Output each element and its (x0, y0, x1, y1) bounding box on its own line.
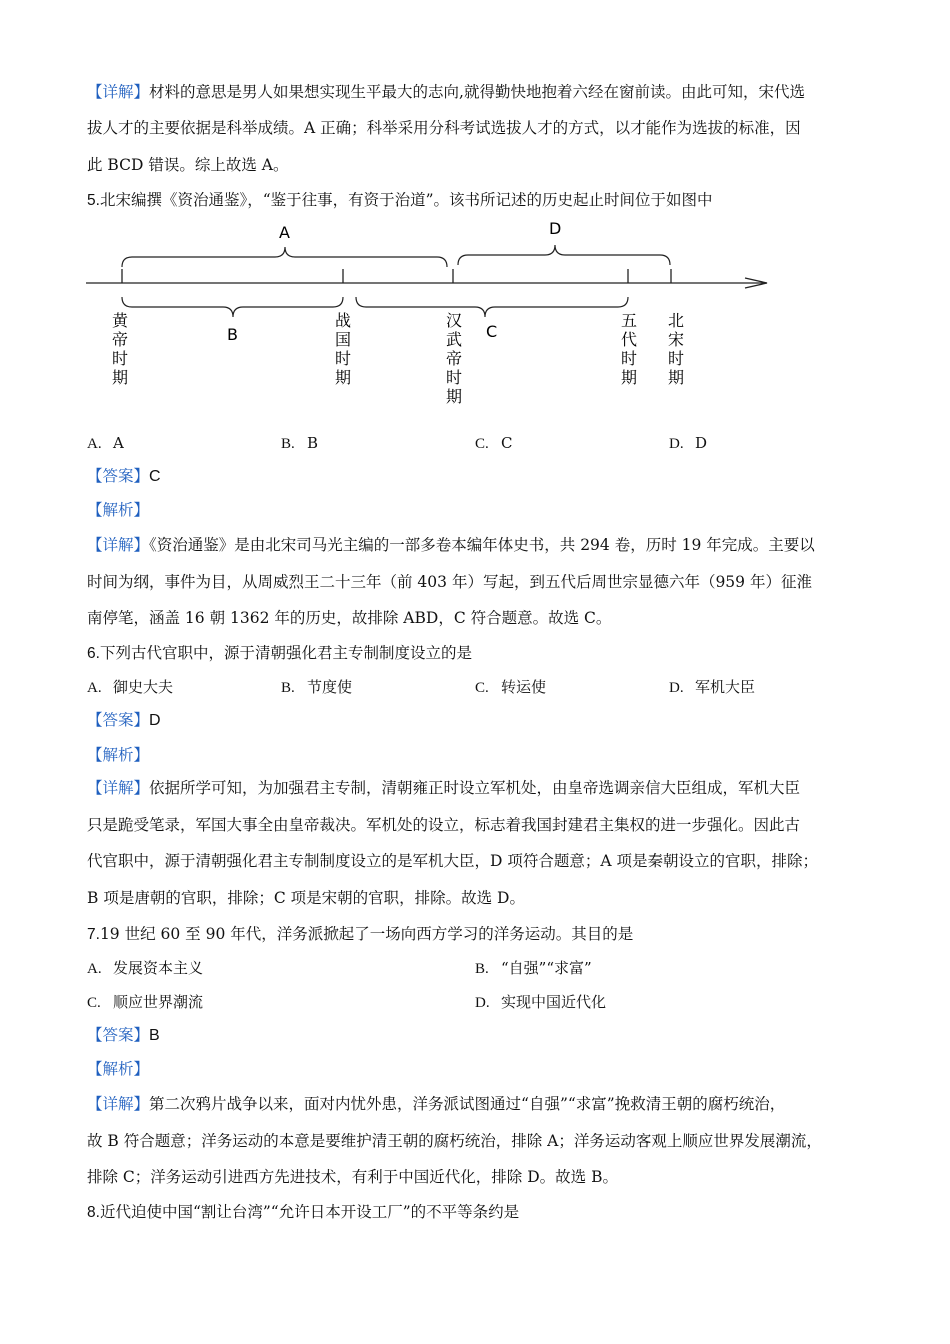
option-text: 顺应世界潮流 (113, 993, 204, 1011)
option-text: B (307, 434, 319, 452)
answer-value: B (149, 1027, 160, 1044)
q5-option-d[interactable] (669, 433, 707, 454)
answer-value: D (149, 712, 161, 729)
option-letter: D. (475, 995, 490, 1011)
q7-detail-line: 故 B 符合题意；洋务运动的本意是要维护清王朝的腐朽统治，排除 A；洋务运动客观上顺应世界发展潮流， (87, 1132, 822, 1150)
option-letter: B. (281, 436, 295, 452)
option-text: 节度使 (307, 678, 353, 696)
bracket-label-c: C (486, 322, 498, 341)
question-number: 6. (87, 645, 100, 662)
option-text: 御史大夫 (113, 678, 174, 696)
detail-tag: 【详解】 (87, 83, 150, 101)
q8-stem (87, 1202, 519, 1223)
option-letter: A. (87, 436, 102, 452)
q6-detail-line (87, 778, 800, 798)
q6-option-a[interactable] (87, 677, 173, 698)
q7-option-d[interactable] (475, 992, 606, 1013)
detail-tag: 【详解】 (87, 536, 150, 554)
answer-value: C (149, 468, 161, 485)
q7-detail-line: 排除 C；洋务运动引进西方先进技术，有利于中国近代化，排除 D。故选 B。 (87, 1168, 618, 1186)
q7-option-a[interactable] (87, 958, 203, 979)
bracket-c (356, 297, 628, 317)
q6-stem (87, 643, 472, 664)
q5-stem (87, 190, 713, 211)
option-letter: B. (475, 961, 489, 977)
detail-text: 第二次鸦片战争以来，面对内忧外患，洋务派试图通过“自强”“求富”挽救清王朝的腐朽统治， (149, 1095, 786, 1113)
period-beisong: 北宋时期 (668, 311, 685, 387)
option-text: “自强”“求富” (501, 959, 592, 977)
period-huangdi: 黄帝时期 (112, 311, 129, 387)
q4-detail-line: 拔人才的主要依据是科举成绩。A 正确；科举采用分科考试选拔人才的方式，以才能作为选拔的标准，因 (87, 119, 801, 137)
answer-tag: 【答案】 (87, 711, 150, 729)
question-number: 5. (87, 192, 100, 209)
detail-tag: 【详解】 (87, 1095, 150, 1113)
bracket-b (122, 297, 343, 317)
timeline-diagram (80, 210, 780, 410)
option-text: 发展资本主义 (113, 959, 204, 977)
q7-answer (87, 1025, 160, 1046)
period-wudai: 五代时期 (621, 311, 638, 387)
option-letter: A. (87, 961, 102, 977)
option-text: D (695, 434, 708, 452)
bracket-d (458, 245, 670, 265)
q5-option-b[interactable] (281, 433, 318, 454)
q7-option-b[interactable] (475, 958, 592, 979)
bracket-label-d: D (549, 219, 562, 238)
q7-stem (87, 924, 633, 945)
answer-tag: 【答案】 (87, 467, 150, 485)
bracket-label-a: A (279, 223, 290, 242)
option-letter: C. (475, 680, 489, 696)
option-text: 实现中国近代化 (501, 993, 607, 1011)
detail-tag: 【详解】 (87, 779, 150, 797)
option-text: A (113, 434, 124, 452)
bracket-label-b: B (227, 325, 238, 344)
q7-detail-line (87, 1094, 785, 1114)
q5-detail-line: 南停笔，涵盖 16 朝 1362 年的历史，故排除 ABD，C 符合题意。故选 C。 (87, 609, 612, 627)
q5-detail-line (87, 535, 815, 555)
option-letter: C. (475, 436, 489, 452)
q6-detail-line: B 项是唐朝的官职，排除；C 项是宋朝的官职，排除。故选 D。 (87, 889, 525, 907)
question-text: 近代迫使中国“割让台湾”“允许日本开设工厂”的不平等条约是 (99, 1203, 520, 1221)
q5-analysis-tag: 【解析】 (87, 501, 150, 519)
q6-option-b[interactable] (281, 677, 352, 698)
option-letter: B. (281, 680, 295, 696)
option-letter: D. (669, 436, 684, 452)
q5-detail-line: 时间为纲，事件为目，从周威烈王二十三年（前 403 年）写起，到五代后周世宗显德六年（959 年）征淮 (87, 573, 812, 591)
option-text: 转运使 (501, 678, 547, 696)
q6-answer (87, 710, 161, 731)
period-zhanguo: 战国时期 (335, 311, 352, 387)
q6-analysis-tag: 【解析】 (87, 746, 150, 764)
option-text: 军机大臣 (695, 678, 756, 696)
q4-detail-line: 此 BCD 错误。综上故选 A。 (87, 156, 289, 174)
question-text: 19 世纪 60 至 90 年代，洋务派掀起了一场向西方学习的洋务运动。其目的是 (99, 925, 634, 943)
question-text: 下列古代官职中，源于清朝强化君主专制制度设立的是 (99, 644, 472, 662)
answer-tag: 【答案】 (87, 1026, 150, 1044)
question-number: 7. (87, 926, 100, 943)
q6-option-c[interactable] (475, 677, 546, 698)
q7-option-c[interactable] (87, 992, 203, 1013)
detail-text: 《资治通鉴》是由北宋司马光主编的一部多卷本编年体史书，共 294 卷，历时 19 年完成。主要以 (149, 536, 815, 554)
q5-option-c[interactable] (475, 433, 512, 454)
q6-detail-line: 代官职中，源于清朝强化君主专制制度设立的是军机大臣，D 项符合题意；A 项是秦朝设立的官职，排除； (87, 852, 818, 870)
q6-detail-line: 只是跪受笔录，军国大事全由皇帝裁决。军机处的设立，标志着我国封建君主集权的进一步强化。因此古 (87, 816, 801, 834)
q5-answer (87, 466, 161, 487)
question-text: 北宋编撰《资治通鉴》，“鉴于往事，有资于治道”。该书所记述的历史起止时间位于如图中 (99, 191, 713, 209)
q7-analysis-tag: 【解析】 (87, 1060, 150, 1078)
option-letter: A. (87, 680, 102, 696)
option-letter: D. (669, 680, 684, 696)
q6-option-d[interactable] (669, 677, 755, 698)
q5-option-a[interactable] (87, 433, 124, 454)
detail-text: 材料的意思是男人如果想实现生平最大的志向,就得勤快地抱着六经在窗前读。由此可知，宋代选 (149, 83, 805, 101)
detail-text: 依据所学可知，为加强君主专制，清朝雍正时设立军机处，由皇帝选调亲信大臣组成，军机大臣 (149, 779, 801, 797)
bracket-a (122, 247, 447, 267)
period-hanwudi: 汉武帝时期 (446, 311, 463, 406)
option-text: C (501, 434, 513, 452)
question-number: 8. (87, 1204, 100, 1221)
option-letter: C. (87, 995, 101, 1011)
q4-detail-line (87, 82, 805, 102)
